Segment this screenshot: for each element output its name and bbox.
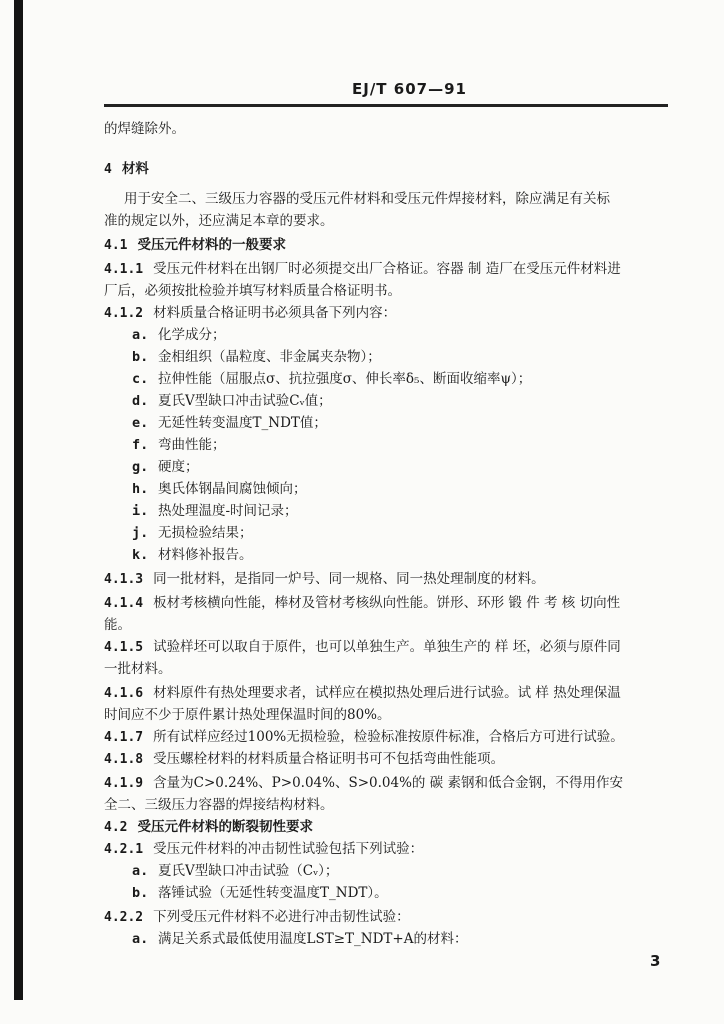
clause-text: 板材考核横向性能，棒材及管材考核纵向性能。饼形、环形 锻 件 考 核 切向性 xyxy=(153,595,621,611)
list-letter: j. xyxy=(132,525,149,541)
list-text: 满足关系式最低使用温度LST≥T_NDT+A的材料： xyxy=(158,931,468,947)
clause-4-2-1 xyxy=(104,838,670,861)
list-item xyxy=(132,860,698,882)
list-text: 奥氏体钢晶间腐蚀倾向； xyxy=(158,481,307,497)
clause-4-1-8 xyxy=(104,748,670,771)
clause-number: 4.1.2 xyxy=(104,306,144,321)
clause-number: 4.2.1 xyxy=(104,842,144,857)
clause-number: 4.1.9 xyxy=(104,776,144,791)
list-letter: a. xyxy=(132,327,149,343)
clause-4-1-9-line2: 全二、三级压力容器的焊接结构材料。 xyxy=(104,797,334,813)
clause-4-1-7 xyxy=(104,726,670,749)
clause-4-1-4-line2: 能。 xyxy=(104,617,131,633)
list-item xyxy=(132,478,698,500)
clause-text: 试验样坯可以取自于原件，也可以单独生产。单独生产的 样 坯，必须与原件同 xyxy=(153,639,621,655)
clause-4-1-6-line1 xyxy=(104,682,670,705)
list-letter: f. xyxy=(132,437,149,453)
clause-4-1-6-line2: 时间应不少于原件累计热处理保温时间的80%。 xyxy=(104,707,391,723)
clause-text: 下列受压元件材料不必进行冲击韧性试验： xyxy=(153,909,410,925)
list-item xyxy=(132,434,698,456)
clause-number: 4.1.6 xyxy=(104,686,144,701)
clause-number: 4.1.4 xyxy=(104,596,144,611)
list-text: 无损检验结果； xyxy=(158,525,253,541)
clause-4-1-4-line1 xyxy=(104,592,670,615)
clause-text: 含量为C>0.24%、P>0.04%、S>0.04%的 碳 素钢和低合金钢，不得用作安 xyxy=(153,775,623,791)
standard-code: EJ/T 607—91 xyxy=(352,80,467,98)
clause-4-1-5-line1 xyxy=(104,636,670,659)
clause-number: 4.2 xyxy=(104,820,128,835)
clause-4-1-2 xyxy=(104,302,670,325)
section-4-intro-line2: 准的规定以外，还应满足本章的要求。 xyxy=(104,213,334,229)
list-letter: a. xyxy=(132,863,149,879)
list-item xyxy=(132,500,698,522)
clause-number: 4.2.2 xyxy=(104,910,144,925)
clause-number: 4.1 xyxy=(104,238,128,253)
section-4-intro-line1: 用于安全二、三级压力容器的受压元件材料和受压元件焊接材料，除应满足有关标 xyxy=(124,191,610,207)
list-text: 材料修补报告。 xyxy=(158,547,253,563)
list-item xyxy=(132,368,698,390)
clause-number: 4.1.3 xyxy=(104,572,144,587)
clause-text: 受压螺栓材料的材料质量合格证明书可不包括弯曲性能项。 xyxy=(153,751,505,767)
clause-number: 4.1.7 xyxy=(104,730,144,745)
list-text: 金相组织（晶粒度、非金属夹杂物）； xyxy=(158,349,381,365)
list-letter: h. xyxy=(132,481,149,497)
list-letter: i. xyxy=(132,503,149,519)
clause-4-2-heading xyxy=(104,816,670,839)
clause-number: 4.1.5 xyxy=(104,640,144,655)
list-item xyxy=(132,324,698,346)
clause-number: 4.1.1 xyxy=(104,262,144,277)
list-text: 无延性转变温度T_NDT值； xyxy=(158,415,327,431)
list-item xyxy=(132,456,698,478)
section-number: 4 xyxy=(104,162,112,177)
list-text: 化学成分； xyxy=(158,327,226,343)
list-letter: b. xyxy=(132,349,149,365)
list-text: 硬度； xyxy=(158,459,199,475)
list-item xyxy=(132,882,698,904)
clause-text: 受压元件材料的冲击韧性试验包括下列试验： xyxy=(153,841,424,857)
list-item xyxy=(132,412,698,434)
list-letter: g. xyxy=(132,459,149,475)
list-text: 弯曲性能； xyxy=(158,437,226,453)
list-item xyxy=(132,390,698,412)
section-title: 材料 xyxy=(121,161,149,177)
list-letter: k. xyxy=(132,547,149,563)
clause-text: 所有试样应经过100%无损检验，检验标准按原件标准，合格后方可进行试验。 xyxy=(153,729,624,745)
clause-text: 同一批材料，是指同一炉号、同一规格、同一热处理制度的材料。 xyxy=(153,571,545,587)
list-text: 夏氏V型缺口冲击试验（Cᵥ）； xyxy=(158,863,339,879)
section-4-heading xyxy=(104,158,670,181)
scan-binding-edge xyxy=(14,0,23,1000)
list-text: 夏氏V型缺口冲击试验Cᵥ值； xyxy=(158,393,332,409)
page-number: 3 xyxy=(650,952,661,970)
list-letter: b. xyxy=(132,885,149,901)
clause-title: 受压元件材料的一般要求 xyxy=(137,237,286,253)
list-text: 落锤试验（无延性转变温度T_NDT）。 xyxy=(158,885,388,901)
clause-text: 受压元件材料在出钢厂时必须提交出厂合格证。容器 制 造厂在受压元件材料进 xyxy=(153,261,621,277)
clause-text: 材料原件有热处理要求者，试样应在模拟热处理后进行试验。试 样 热处理保温 xyxy=(153,685,621,701)
clause-4-1-heading xyxy=(104,234,670,257)
clause-number: 4.1.8 xyxy=(104,752,144,767)
list-letter: d. xyxy=(132,393,149,409)
clause-4-1-1-line1 xyxy=(104,258,670,281)
clause-4-1-3 xyxy=(104,568,670,591)
list-item xyxy=(132,522,698,544)
list-text: 热处理温度-时间记录； xyxy=(158,503,298,519)
header-rule xyxy=(104,104,668,107)
clause-4-1-1-line2: 厂后，必须按批检验并填写材料质量合格证明书。 xyxy=(104,283,401,299)
list-letter: c. xyxy=(132,371,149,387)
list-text: 拉伸性能（屈服点σ、抗拉强度σ、伸长率δ₅、断面收缩率ψ）； xyxy=(158,371,532,387)
clause-text: 材料质量合格证明书必须具备下列内容： xyxy=(153,305,397,321)
list-item xyxy=(132,346,698,368)
clause-4-1-5-line2: 一批材料。 xyxy=(104,661,172,677)
clause-4-2-2 xyxy=(104,906,670,929)
list-item xyxy=(132,928,698,950)
list-letter: e. xyxy=(132,415,149,431)
list-letter: a. xyxy=(132,931,149,947)
clause-title: 受压元件材料的断裂韧性要求 xyxy=(137,819,313,835)
clause-4-1-9-line1 xyxy=(104,772,670,795)
continuation-text: 的焊缝除外。 xyxy=(104,121,185,137)
list-item xyxy=(132,544,698,566)
